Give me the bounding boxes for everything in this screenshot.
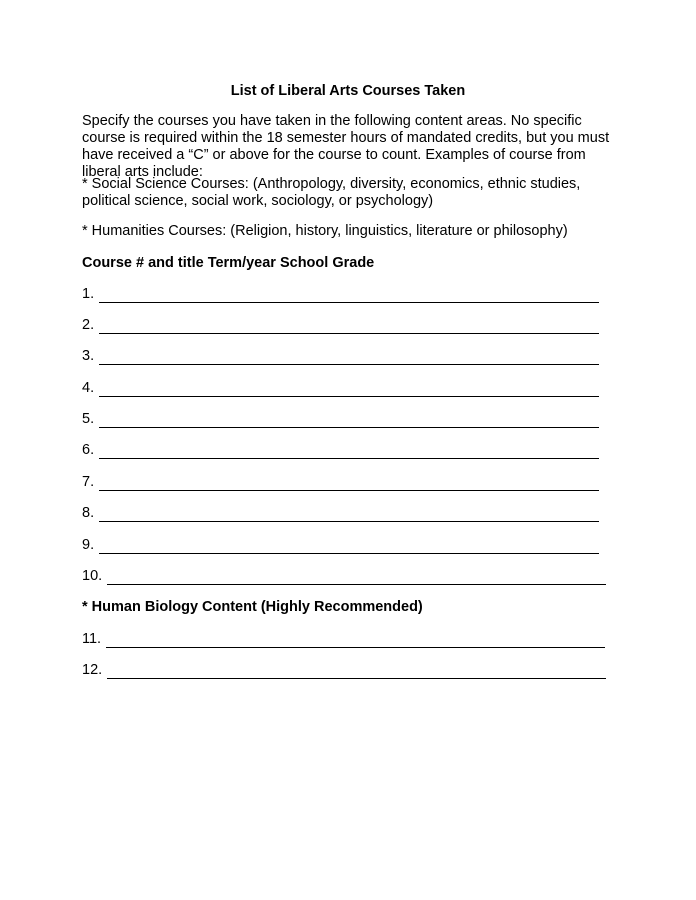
line-number: 10. xyxy=(82,568,103,584)
course-line-6[interactable] xyxy=(82,441,599,459)
blank-line[interactable] xyxy=(99,382,599,397)
blank-line[interactable] xyxy=(99,539,599,554)
course-line-8[interactable] xyxy=(82,504,599,522)
course-line-11[interactable] xyxy=(82,630,605,648)
line-number: 9. xyxy=(82,537,95,553)
course-line-7[interactable] xyxy=(82,473,599,491)
blank-line[interactable] xyxy=(106,633,605,648)
line-number: 4. xyxy=(82,380,95,396)
line-number: 3. xyxy=(82,348,95,364)
course-line-3[interactable] xyxy=(82,347,599,365)
blank-line[interactable] xyxy=(99,350,599,365)
page-title: List of Liberal Arts Courses Taken xyxy=(230,83,466,99)
blank-line[interactable] xyxy=(99,444,599,459)
line-number: 2. xyxy=(82,317,95,333)
line-number: 6. xyxy=(82,442,95,458)
line-number: 12. xyxy=(82,662,103,678)
blank-line[interactable] xyxy=(99,288,599,303)
line-number: 11. xyxy=(82,631,102,647)
line-number: 8. xyxy=(82,505,95,521)
intro-paragraph: Specify the courses you have taken in the following content areas. No specific course is required within the 18 semester hours of mandated credits, but you must have received a “C” or above for the course to count. Examples of course from liberal arts include: xyxy=(82,113,610,180)
social-science-paragraph: * Social Science Courses: (Anthropology, diversity, economics, ethnic studies, political science, social work, sociology, or psychology) xyxy=(82,176,581,209)
blank-line[interactable] xyxy=(107,664,606,679)
course-line-5[interactable] xyxy=(82,410,599,428)
blank-line[interactable] xyxy=(99,319,599,334)
course-line-9[interactable] xyxy=(82,536,599,554)
humanities-paragraph: * Humanities Courses: (Religion, history, linguistics, literature or philosophy) xyxy=(82,223,568,239)
blank-line[interactable] xyxy=(99,507,599,522)
blank-line[interactable] xyxy=(99,413,599,428)
course-line-2[interactable] xyxy=(82,316,599,334)
line-number: 7. xyxy=(82,474,95,490)
course-heading: Course # and title Term/year School Grade xyxy=(82,255,375,271)
blank-line[interactable] xyxy=(99,476,599,491)
line-number: 1. xyxy=(82,286,95,302)
course-line-4[interactable] xyxy=(82,379,599,397)
course-line-1[interactable] xyxy=(82,285,599,303)
blank-line[interactable] xyxy=(107,570,606,585)
human-biology-heading: * Human Biology Content (Highly Recommended) xyxy=(82,599,423,615)
course-line-10[interactable] xyxy=(82,567,606,585)
course-line-12[interactable] xyxy=(82,661,606,679)
line-number: 5. xyxy=(82,411,95,427)
